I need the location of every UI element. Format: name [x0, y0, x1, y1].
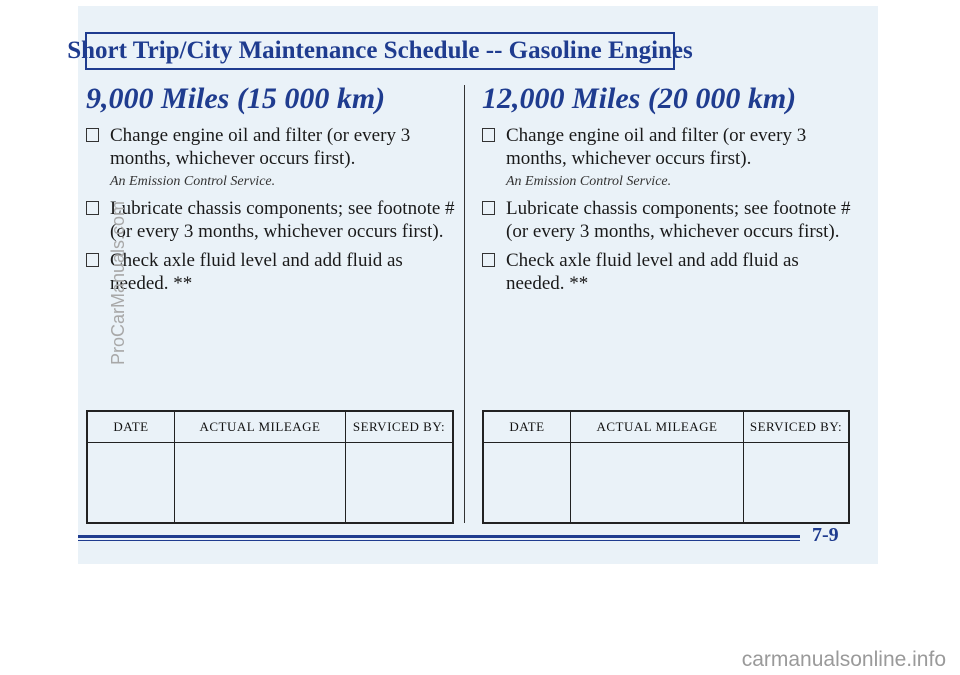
- table-header-row: [483, 411, 849, 443]
- item-text: Change engine oil and filter (or every 3 months, whichever occurs first).: [110, 125, 411, 169]
- right-interval-title: 12,000 Miles (20 000 km): [482, 82, 797, 115]
- checkbox-icon: [482, 253, 495, 267]
- item-text: Lubricate chassis components; see footnote # (or every 3 months, whichever occurs first).: [110, 198, 455, 242]
- list-item: [86, 249, 456, 295]
- checkbox-icon: [86, 253, 99, 267]
- checkbox-icon: [482, 201, 495, 215]
- checkbox-icon: [86, 201, 99, 215]
- item-text: Change engine oil and filter (or every 3 months, whichever occurs first).: [506, 125, 807, 169]
- checkbox-icon: [482, 128, 495, 142]
- left-service-record-table: [86, 410, 454, 524]
- bottom-watermark: carmanualsonline.info: [741, 648, 946, 671]
- list-item: [482, 124, 852, 191]
- mileage-header: ACTUAL MILEAGE: [175, 411, 346, 443]
- date-header: DATE: [87, 411, 175, 443]
- item-text: Check axle fluid level and add fluid as needed. **: [506, 250, 799, 294]
- checkbox-icon: [86, 128, 99, 142]
- table-row: [87, 443, 453, 523]
- serviced-by-cell: [744, 443, 850, 523]
- item-note: An Emission Control Service.: [506, 174, 672, 189]
- side-watermark: ProCarManuals.com: [108, 200, 128, 365]
- mileage-header: ACTUAL MILEAGE: [571, 411, 744, 443]
- item-note: An Emission Control Service.: [110, 174, 276, 189]
- section-header: [67, 32, 693, 70]
- item-text: Lubricate chassis components; see footnote # (or every 3 months, whichever occurs first).: [506, 198, 851, 242]
- right-service-record-table: [482, 410, 850, 524]
- date-cell: [483, 443, 571, 523]
- left-service-list: [86, 124, 456, 301]
- serviced-by-header: SERVICED BY:: [744, 411, 850, 443]
- list-item: [482, 249, 852, 295]
- column-divider: [464, 85, 465, 523]
- page-number: 7-9: [812, 524, 839, 546]
- serviced-by-cell: [346, 443, 454, 523]
- date-cell: [87, 443, 175, 523]
- mileage-cell: [175, 443, 346, 523]
- date-header: DATE: [483, 411, 571, 443]
- list-item: [86, 197, 456, 243]
- table-row: [483, 443, 849, 523]
- table-header-row: [87, 411, 453, 443]
- serviced-by-header: SERVICED BY:: [346, 411, 454, 443]
- left-interval-title: 9,000 Miles (15 000 km): [86, 82, 386, 115]
- footer-rule: [78, 535, 800, 538]
- header-title: Short Trip/City Maintenance Schedule -- Gasoline Engines: [67, 37, 693, 64]
- item-text: Check axle fluid level and add fluid as needed. **: [110, 250, 403, 294]
- list-item: [86, 124, 456, 191]
- footer-rule-thin: [78, 540, 800, 541]
- right-service-list: [482, 124, 852, 301]
- mileage-cell: [571, 443, 744, 523]
- list-item: [482, 197, 852, 243]
